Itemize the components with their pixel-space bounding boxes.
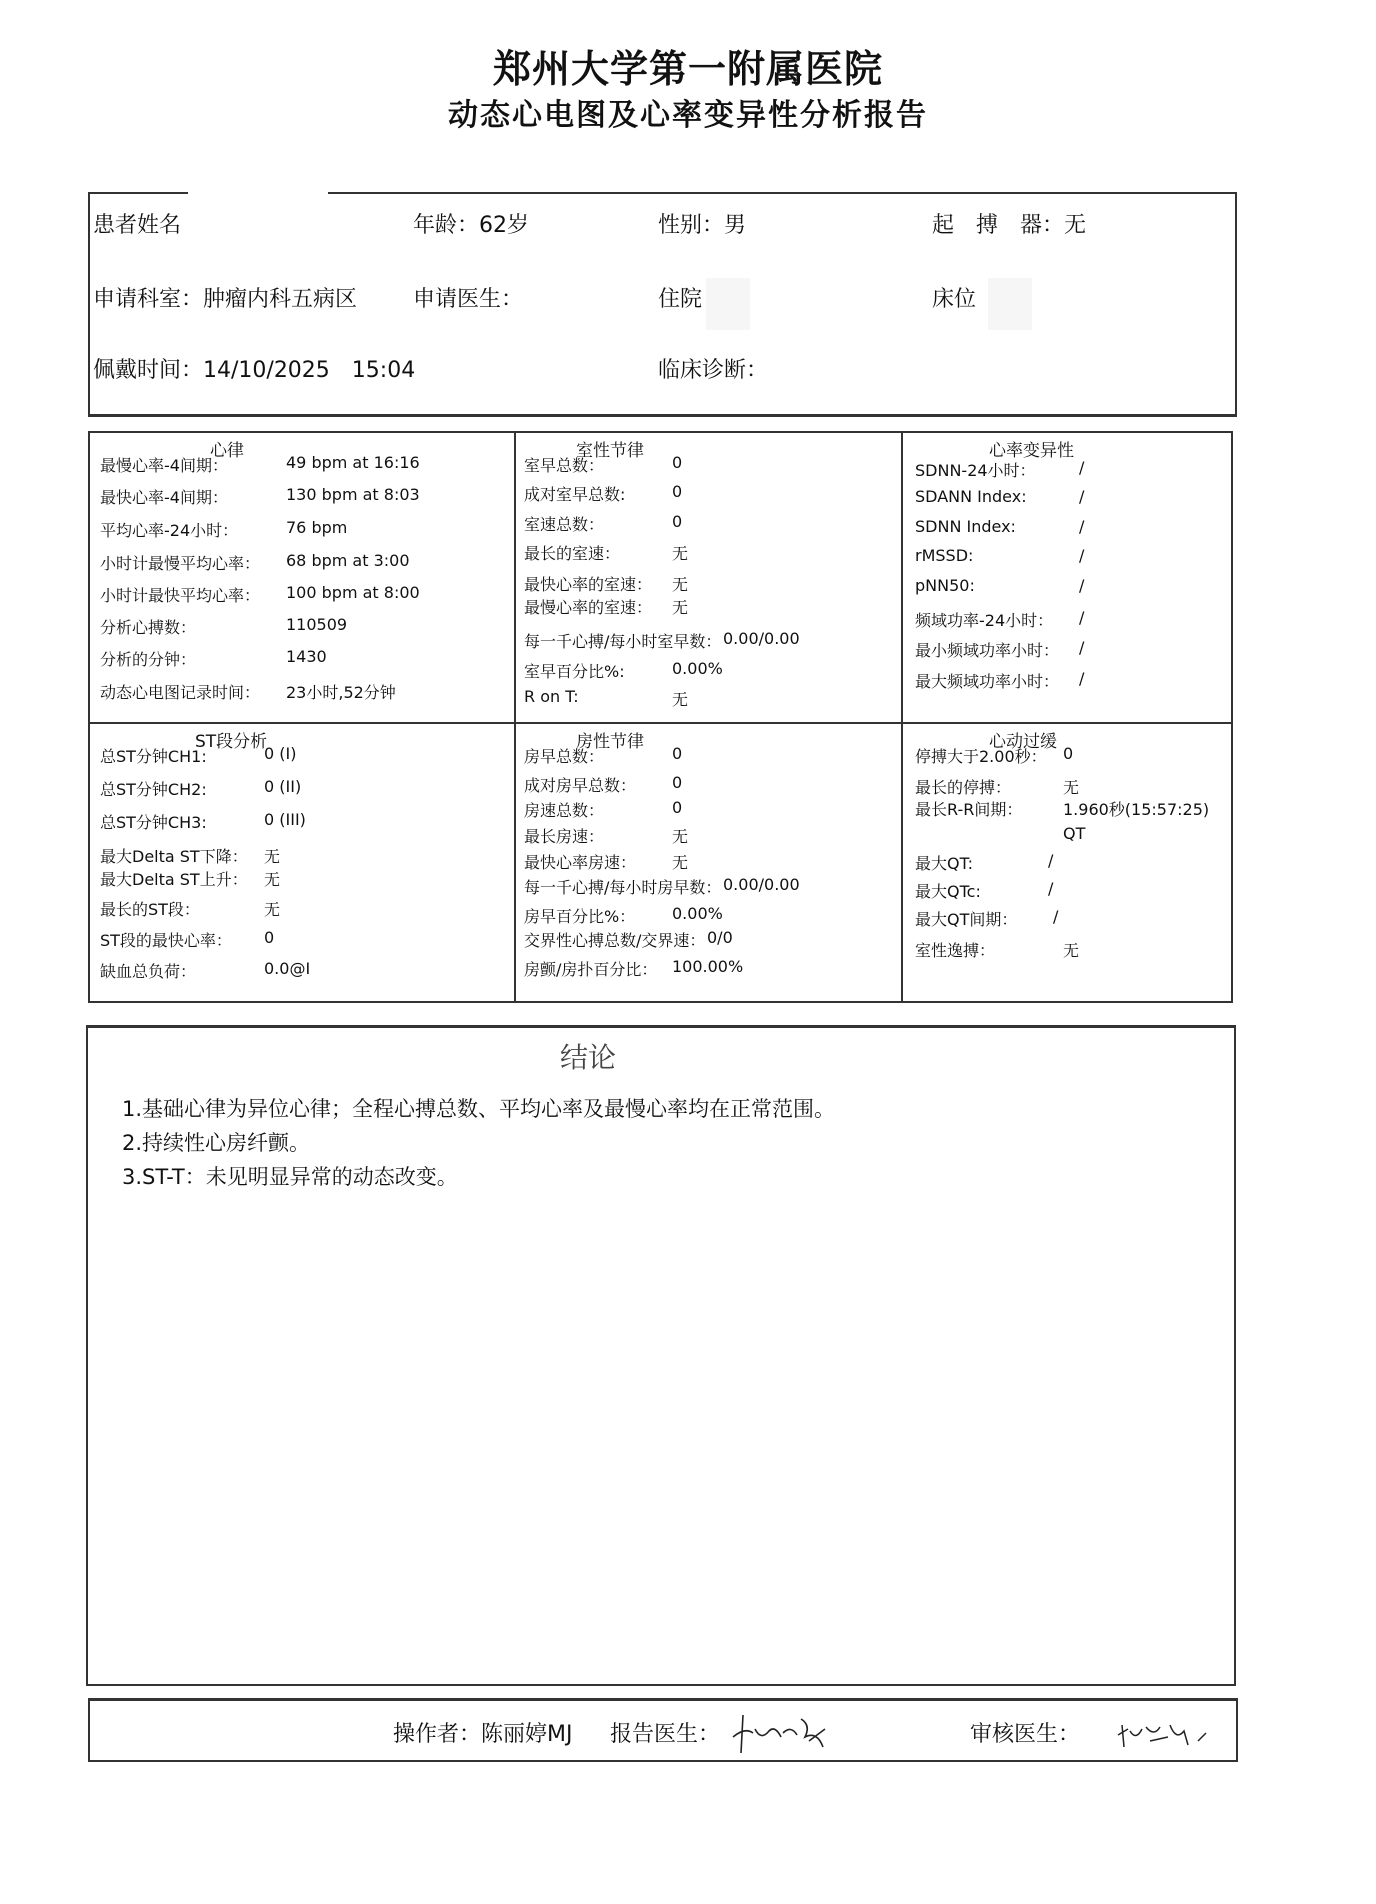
section-st — [90, 724, 514, 1003]
wear-time: 佩戴时间：14/10/2025 15:04 — [93, 358, 416, 383]
stat-row — [524, 850, 901, 873]
stat-value: 0.00/0.00 — [723, 629, 800, 648]
stat-value: / — [1079, 487, 1085, 506]
section-title: 房性节律 — [576, 732, 644, 752]
stat-row — [100, 583, 514, 606]
stat-value: 0 — [1063, 744, 1074, 763]
stat-row — [100, 897, 514, 920]
stat-value: 130 bpm at 8:03 — [286, 485, 420, 504]
conclusion-title: 结论 — [559, 1041, 616, 1074]
stat-label: 交界性心搏总数/交界速： — [524, 931, 706, 950]
section-title: 室性节律 — [576, 441, 644, 461]
stat-row — [524, 798, 901, 821]
report-doctor-signature — [725, 1707, 835, 1757]
stat-label: 停搏大于2.00秒： — [915, 747, 1047, 766]
stat-label: 成对室早总数: — [524, 485, 626, 504]
stat-value: 无 — [672, 827, 689, 846]
stat-label: 平均心率-24小时： — [100, 521, 239, 540]
hospital-name: 郑州大学第一附属医院 — [492, 46, 883, 91]
stat-label: 最大QT: — [915, 854, 974, 873]
section-hrv — [903, 433, 1233, 722]
section-title: 心动过缓 — [989, 732, 1057, 752]
stat-label: rMSSD: — [915, 546, 974, 565]
stat-row — [524, 595, 901, 618]
stat-row — [524, 957, 901, 980]
stat-value: 0 (I) — [264, 744, 297, 763]
stat-label: 每一千心搏/每小时房早数： — [524, 878, 722, 897]
stat-label: 房速总数： — [524, 801, 605, 820]
stat-value: / — [1079, 638, 1085, 657]
stat-value: 无 — [672, 544, 689, 563]
stat-row — [100, 867, 514, 890]
stat-label: 室早总数： — [524, 456, 605, 475]
stat-row — [915, 797, 1233, 820]
patient-sex: 性别：男 — [658, 213, 747, 238]
stat-value: 100 bpm at 8:00 — [286, 583, 420, 602]
stat-value: 无 — [672, 575, 689, 594]
stat-row — [915, 608, 1233, 631]
stat-row — [100, 518, 514, 541]
stat-value: 76 bpm — [286, 518, 348, 537]
stat-value: 0.00% — [672, 904, 723, 923]
section-title: 心律 — [210, 441, 244, 461]
stat-row — [100, 777, 514, 800]
stat-label: 室速总数： — [524, 515, 605, 534]
stat-row — [100, 615, 514, 638]
stat-row — [915, 638, 1233, 661]
stat-value: 0 — [672, 798, 683, 817]
stat-label: 最大频域功率小时： — [915, 672, 1060, 691]
stat-value: / — [1048, 851, 1054, 870]
operator: 操作者：陈丽婷MJ — [393, 1722, 573, 1747]
stat-row — [100, 959, 514, 982]
section-title: ST段分析 — [195, 732, 268, 752]
stat-value: 0.00/0.00 — [723, 875, 800, 894]
stat-label: 最长的室速： — [524, 544, 621, 563]
stat-label: 频域功率-24小时： — [915, 611, 1054, 630]
stat-value: / — [1079, 608, 1085, 627]
stat-label: 动态心电图记录时间： — [100, 683, 261, 702]
stat-value: 0.0@I — [264, 959, 311, 978]
stat-row — [915, 744, 1233, 767]
patient-age: 年龄：62岁 — [413, 213, 529, 238]
stats-grid — [88, 431, 1233, 1003]
stat-label: 小时计最慢平均心率： — [100, 554, 261, 573]
stat-label: R on T: — [524, 687, 579, 706]
stat-row — [524, 773, 901, 796]
stat-label: 最长房速： — [524, 827, 605, 846]
stat-value: 0 — [672, 512, 683, 531]
stat-row — [524, 928, 901, 951]
stat-value: / — [1048, 879, 1054, 898]
stat-row — [915, 517, 1233, 536]
stat-value: / — [1053, 907, 1059, 926]
stat-value: 无 — [1063, 778, 1080, 797]
clinical-diagnosis: 临床诊断： — [658, 358, 769, 383]
stat-value: 无 — [1063, 941, 1080, 960]
report-doctor-label: 报告医生： — [610, 1722, 721, 1747]
stat-value: 68 bpm at 3:00 — [286, 551, 410, 570]
section-bradycardia — [903, 724, 1233, 1003]
stat-row — [524, 541, 901, 564]
stat-label: 成对房早总数： — [524, 776, 637, 795]
stat-row — [100, 680, 514, 703]
stat-value: / — [1079, 517, 1085, 536]
stat-label: 室性逸搏： — [915, 941, 996, 960]
stat-value: 0 — [672, 773, 683, 792]
stat-row — [915, 879, 1233, 902]
stat-label: 最长的停搏： — [915, 778, 1012, 797]
stat-value: / — [1079, 458, 1085, 477]
stat-label: 最慢心率的室速： — [524, 598, 653, 617]
stat-value: 0 (III) — [264, 810, 306, 829]
stat-row — [915, 938, 1233, 961]
section-title: 心率变异性 — [989, 441, 1074, 461]
stat-value: 100.00% — [672, 957, 744, 976]
stat-value: 无 — [264, 847, 281, 866]
stat-row — [524, 482, 901, 505]
stat-row — [915, 458, 1233, 481]
stat-label: 房早总数： — [524, 747, 605, 766]
stat-value: 无 — [264, 870, 281, 889]
stat-label: 最大QTc: — [915, 882, 981, 901]
stat-label: SDNN Index: — [915, 517, 1016, 536]
request-dept: 申请科室：肿瘤内科五病区 — [93, 287, 358, 312]
stat-label: 分析的分钟： — [100, 650, 197, 669]
stat-row — [915, 851, 1233, 874]
stat-label: 房早百分比%： — [524, 907, 636, 926]
stat-row — [524, 875, 901, 898]
stat-row — [524, 572, 901, 595]
stat-row — [524, 453, 901, 476]
stat-row — [100, 453, 514, 476]
stat-label: 房颤/房扑百分比： — [524, 960, 658, 979]
inpatient-no: 住院 — [658, 287, 703, 312]
stat-label: 最快心率-4间期： — [100, 488, 228, 507]
conclusion-line: 1.基础心律为异位心律；全程心搏总数、平均心率及最慢心率均在正常范围。 — [122, 1097, 836, 1121]
stat-row — [524, 512, 901, 535]
stat-value: 0 — [672, 453, 683, 472]
stat-value: 23小时,52分钟 — [286, 683, 396, 702]
stat-label: 最快心率房速： — [524, 853, 637, 872]
stat-label: 最慢心率-4间期： — [100, 456, 228, 475]
stat-label: 总ST分钟CH3: — [100, 813, 207, 832]
stat-label: ST段的最快心率： — [100, 931, 232, 950]
stat-row — [100, 810, 514, 833]
stat-value: QT — [1063, 824, 1086, 843]
stat-row — [915, 907, 1233, 930]
stat-label: 室早百分比%: — [524, 662, 625, 681]
stat-value: / — [1079, 669, 1085, 688]
stat-row — [524, 744, 901, 767]
stat-row — [915, 487, 1233, 506]
stat-label: 最大Delta ST下降： — [100, 847, 248, 866]
stat-value: 0 — [672, 482, 683, 501]
stat-label: 最大QT间期： — [915, 910, 1018, 929]
stat-value: 0 — [264, 928, 275, 947]
stat-label: 小时计最快平均心率： — [100, 586, 261, 605]
stat-label: 总ST分钟CH2: — [100, 780, 207, 799]
request-doctor: 申请医生： — [413, 287, 524, 312]
stat-value: 0/0 — [707, 928, 733, 947]
divider — [88, 414, 1235, 417]
stat-row — [100, 928, 514, 951]
stat-label: 每一千心搏/每小时室早数： — [524, 632, 722, 651]
stat-label: 最长的ST段： — [100, 900, 200, 919]
section-rhythm — [90, 433, 514, 722]
stat-value: 无 — [672, 853, 689, 872]
redacted-border-gap — [188, 188, 328, 194]
section-atrial — [516, 724, 901, 1003]
stat-value: / — [1079, 546, 1085, 565]
reviewer-label: 审核医生： — [970, 1722, 1081, 1747]
stat-row — [915, 576, 1233, 595]
stat-label: 最大Delta ST上升： — [100, 870, 248, 889]
stat-row — [100, 551, 514, 574]
section-ventricular — [516, 433, 901, 722]
stat-row — [524, 629, 901, 652]
stat-value: 无 — [672, 690, 689, 709]
reviewer-signature — [1110, 1711, 1220, 1755]
stat-value: / — [1079, 576, 1085, 595]
stat-row — [524, 824, 901, 847]
stat-value: 0.00% — [672, 659, 723, 678]
stat-row — [100, 647, 514, 670]
bed-no: 床位 — [932, 287, 977, 312]
stat-value: 110509 — [286, 615, 348, 634]
stat-row — [100, 844, 514, 867]
stat-value: 1.960秒(15:57:25) — [1063, 800, 1210, 819]
stat-row — [524, 904, 901, 927]
stat-label: 最小频域功率小时： — [915, 641, 1060, 660]
stat-row — [915, 775, 1233, 798]
stat-value: 1430 — [286, 647, 327, 666]
stat-label: SDANN Index: — [915, 487, 1027, 506]
stat-value: 49 bpm at 16:16 — [286, 453, 420, 472]
conclusion-line: 2.持续性心房纤颤。 — [122, 1131, 311, 1155]
stat-value: 0 (II) — [264, 777, 302, 796]
signature-footer — [88, 1698, 1238, 1762]
pacemaker: 起 搏 器：无 — [932, 213, 1087, 238]
stat-label: SDNN-24小时： — [915, 461, 1036, 480]
stat-row — [100, 485, 514, 508]
conclusion-line: 3.ST-T：未见明显异常的动态改变。 — [122, 1165, 458, 1189]
patient-name-label: 患者姓名 — [93, 213, 182, 238]
stat-label: 最长R-R间期： — [915, 800, 1023, 819]
stat-label: pNN50: — [915, 576, 975, 595]
stat-row — [524, 659, 901, 682]
redacted-area — [706, 278, 750, 330]
stat-row — [524, 687, 901, 709]
conclusion-box — [86, 1025, 1236, 1686]
stat-row — [915, 546, 1233, 565]
stat-value: 0 — [672, 744, 683, 763]
stat-value: 无 — [264, 900, 281, 919]
stat-label: 最快心率的室速： — [524, 575, 653, 594]
stat-row — [100, 744, 514, 767]
stat-value: 无 — [672, 598, 689, 617]
stat-row — [915, 669, 1233, 692]
report-title: 动态心电图及心率变异性分析报告 — [448, 98, 928, 133]
redacted-area — [988, 278, 1032, 330]
stat-label: 总ST分钟CH1: — [100, 747, 207, 766]
stat-label: 缺血总负荷： — [100, 962, 197, 981]
stat-label: 分析心搏数： — [100, 618, 197, 637]
